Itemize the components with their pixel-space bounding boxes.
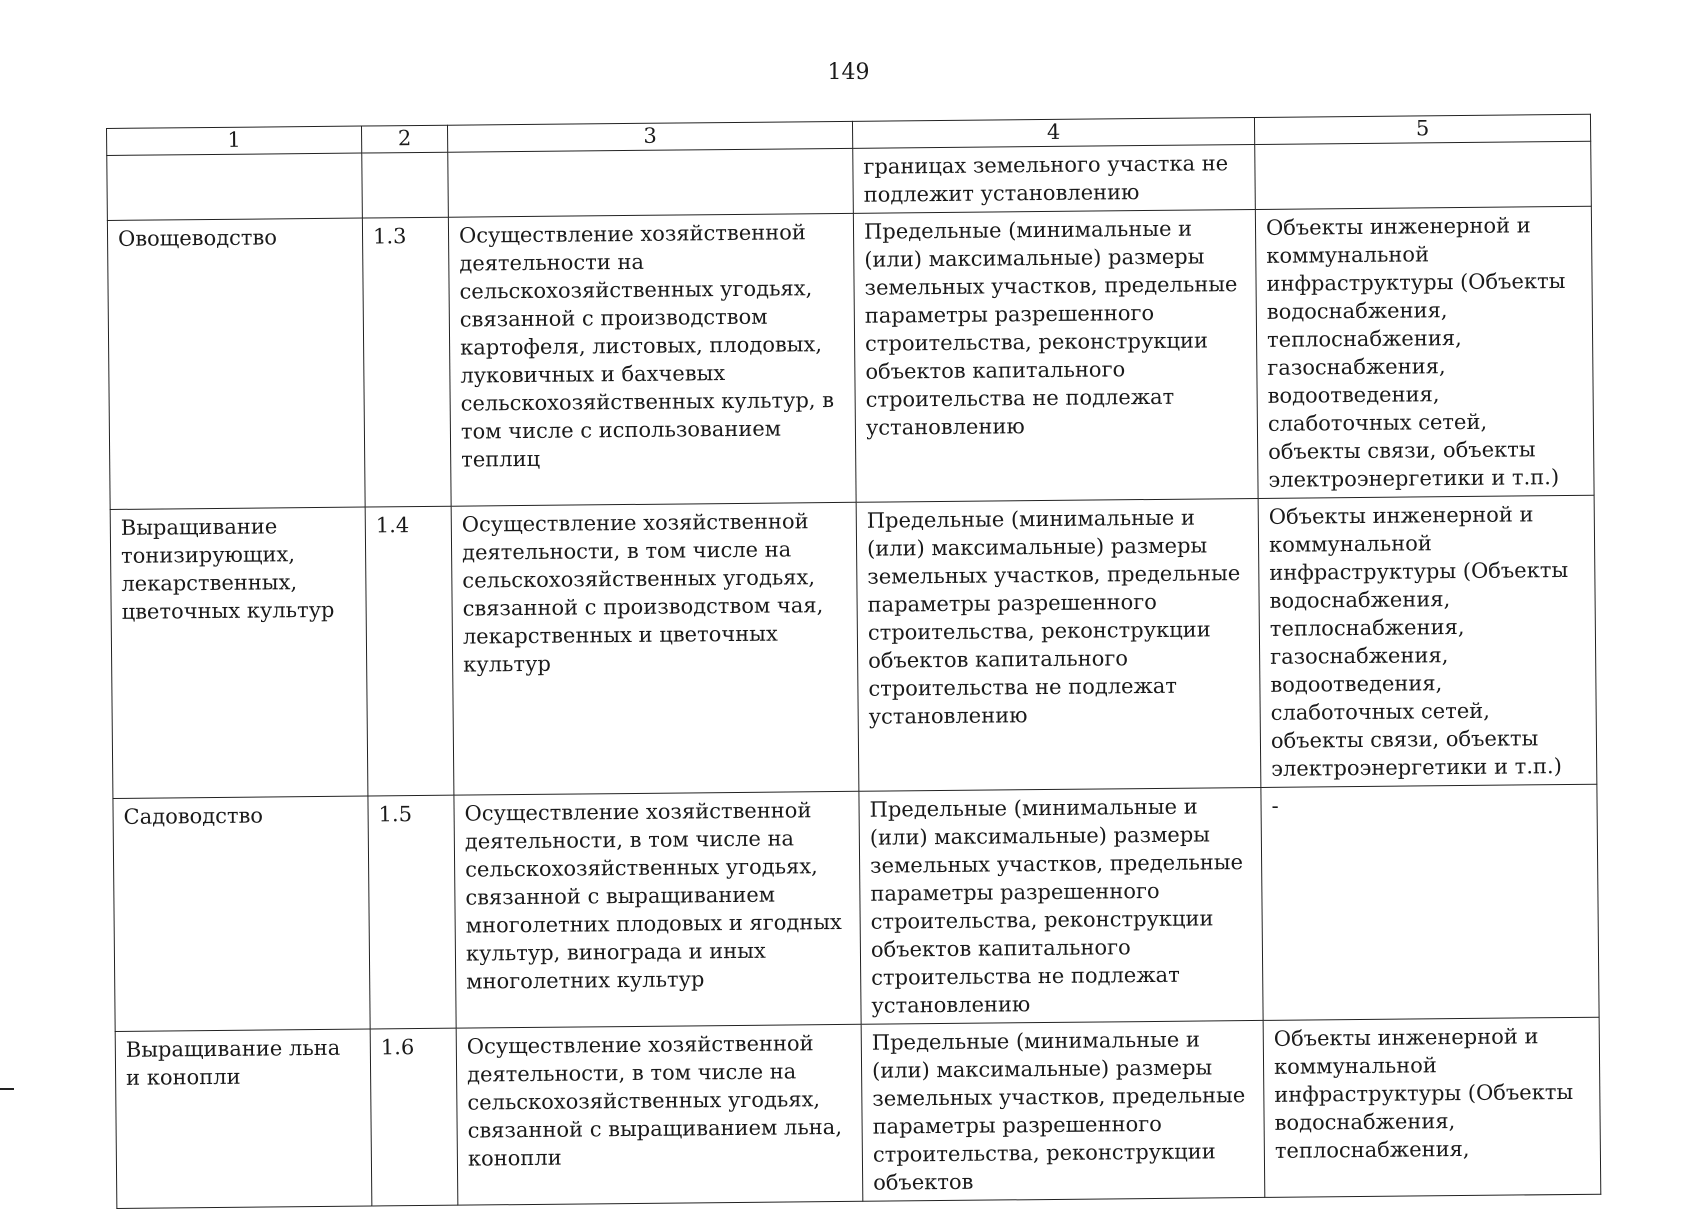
use-code-cell: 1.3: [362, 217, 451, 507]
page-number: 149: [827, 60, 870, 85]
objects-cell: Объекты инженерной и коммунальной инфраструктуры (Объекты водоснабжения, теплоснабжения, газоснабжения, водоотведения, слаботочных сетей, объекты связи, объекты электроэнергетики и т.п.): [1258, 495, 1597, 787]
column-header-2: 2: [361, 125, 447, 153]
use-description-cell: Осуществление хозяйственной деятельности, в том числе на сельскохозяйственных угодьях, связанной с выращиванием льна, конопли: [456, 1024, 863, 1205]
land-use-table: [106, 114, 1601, 1209]
use-code-cell: 1.6: [370, 1028, 458, 1206]
objects-cell: [1255, 141, 1592, 209]
parameters-cell: Предельные (минимальные и (или) максимальные) размеры земельных участков, предельные параметры разрешенного строительства, реконструкции объектов капитального строительства не подлежат установлению: [856, 498, 1261, 791]
table-row: [107, 206, 1594, 509]
column-header-3: 3: [447, 121, 852, 152]
parameters-cell: Предельные (минимальные и (или) максимальные) размеры земельных участков, предельные параметры разрешенного строительства, реконструкции объектов капитального строительства не подлежат установлению: [859, 787, 1263, 1024]
use-description-cell: Осуществление хозяйственной деятельности на сельскохозяйственных угодьях, связанной с производством картофеля, листовых, плодовых, луковичных и бахчевых сельскохозяйственных культур, в том числе с использованием теплиц: [448, 213, 856, 506]
use-description-cell: Осуществление хозяйственной деятельности, в том числе на сельскохозяйственных угодьях, связанной с производством чая, лекарственных и цветочных культур: [451, 502, 859, 795]
margin-mark: [0, 1088, 14, 1090]
use-code-cell: 1.4: [365, 506, 454, 796]
column-header-4: 4: [852, 117, 1254, 148]
column-header-5: 5: [1254, 114, 1590, 144]
objects-cell: Объекты инженерной и коммунальной инфраструктуры (Объекты водоснабжения, теплоснабжения,: [1263, 1017, 1601, 1197]
use-description-cell: Осуществление хозяйственной деятельности, в том числе на сельскохозяйственных угодьях, связанной с выращиванием многолетних плодовых и ягодных культур, винограда и иных многолетних культур: [454, 791, 861, 1028]
parameters-cell: границах земельного участка не подлежит установлению: [853, 144, 1256, 213]
objects-cell: -: [1261, 784, 1599, 1020]
column-header-1: 1: [107, 126, 362, 155]
use-name-cell: Выращивание тонизирующих, лекарственных, цветочных культур: [110, 507, 368, 798]
objects-cell: Объекты инженерной и коммунальной инфраструктуры (Объекты водоснабжения, теплоснабжения, газоснабжения, водоотведения, слаботочных сетей, объекты связи, объекты электроэнергетики и т.п.): [1255, 206, 1594, 498]
use-name-cell: Садоводство: [113, 796, 370, 1031]
use-code-cell: 1.5: [368, 795, 456, 1029]
table-row: [113, 784, 1599, 1031]
table-row: [110, 495, 1597, 798]
parameters-cell: Предельные (минимальные и (или) максимальные) размеры земельных участков, предельные параметры разрешенного строительства, реконструкции объектов: [861, 1020, 1265, 1201]
table-row: [115, 1017, 1601, 1208]
use-description-cell: [448, 148, 854, 217]
use-code-cell: [362, 152, 449, 218]
parameters-cell: Предельные (минимальные и (или) максимальные) размеры земельных участков, предельные параметры разрешенного строительства, реконструкции объектов капитального строительства не подлежат установлению: [853, 209, 1258, 502]
use-name-cell: [107, 153, 363, 220]
use-name-cell: Овощеводство: [107, 218, 365, 509]
use-name-cell: Выращивание льна и конопли: [115, 1029, 372, 1208]
